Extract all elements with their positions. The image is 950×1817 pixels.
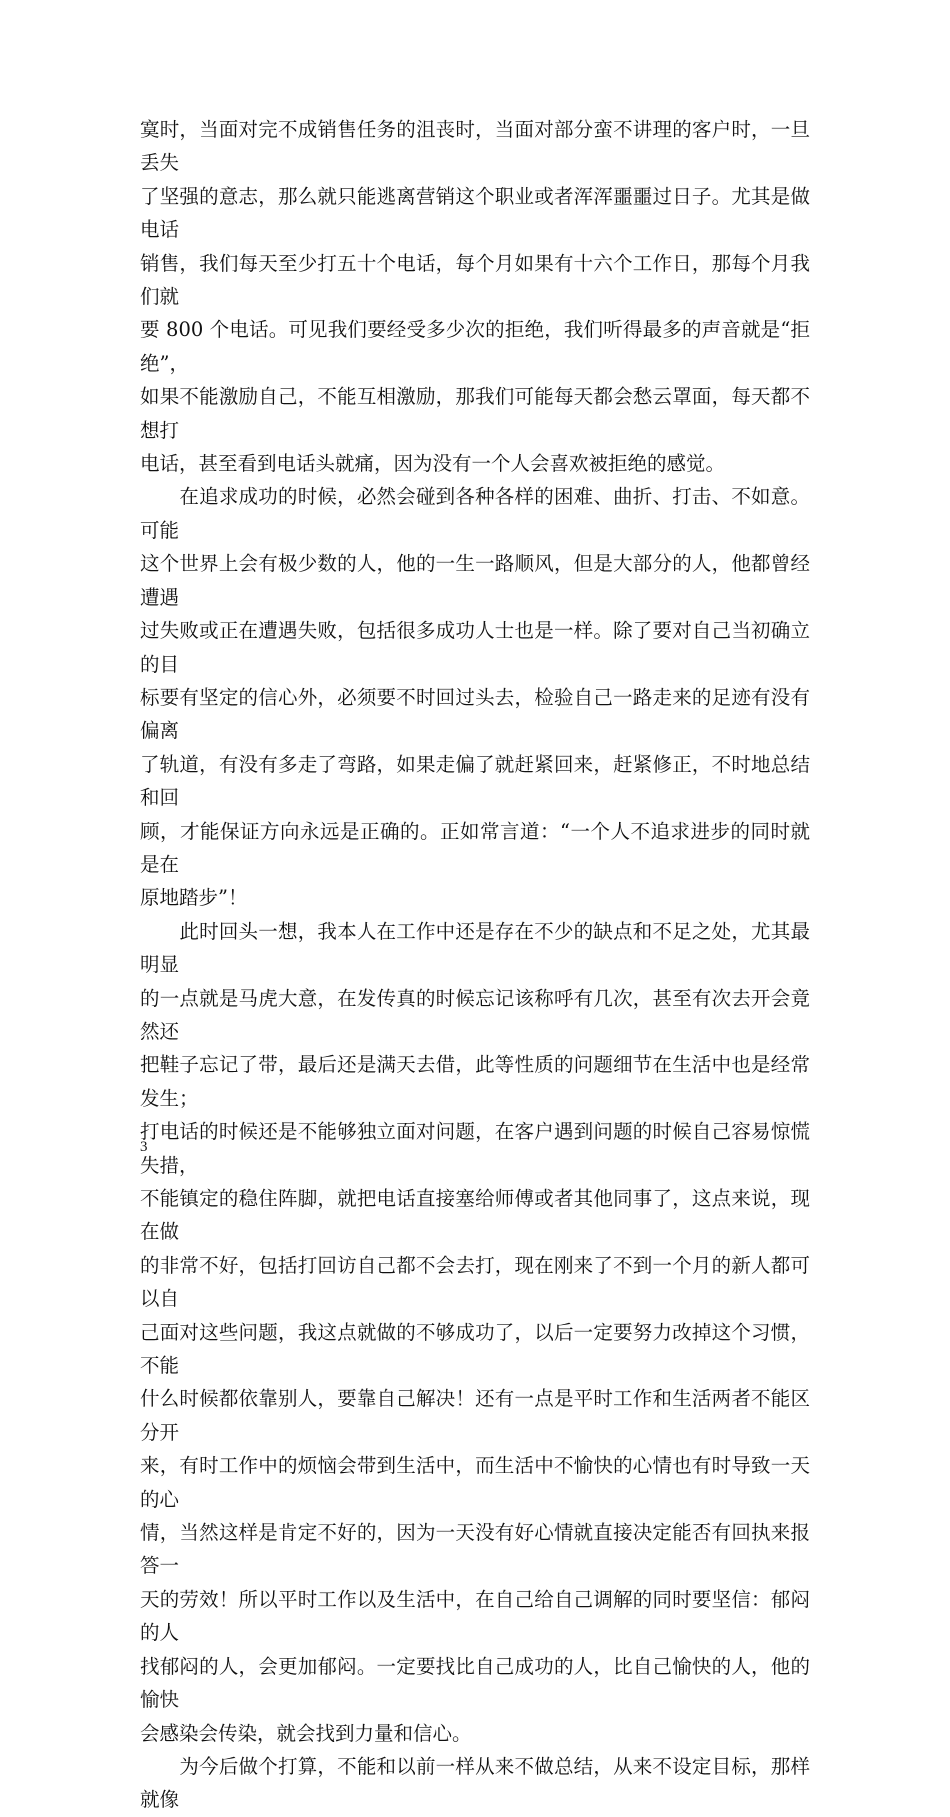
text-line: 电话，甚至看到电话头就痛，因为没有一个人会喜欢被拒绝的感觉。 bbox=[140, 452, 726, 476]
text-line: 要 800 个电话。可见我们要经受多少次的拒绝，我们听得最多的声音就是“拒绝”， bbox=[140, 318, 810, 375]
text-line: 不能镇定的稳住阵脚，就把电话直接塞给师傅或者其他同事了，这点来说，现在做 bbox=[140, 1187, 810, 1244]
text-line: 己面对这些问题，我这点就做的不够成功了，以后一定要努力改掉这个习惯，不能 bbox=[140, 1320, 810, 1378]
text-line: 寞时，当面对完不成销售任务的沮丧时，当面对部分蛮不讲理的客户时，一旦丢失 bbox=[140, 118, 810, 175]
text-line: 了坚强的意志，那么就只能逃离营销这个职业或者浑浑噩噩过日子。尤其是做电话 bbox=[140, 184, 810, 242]
text-line: 在追求成功的时候，必然会碰到各种各样的困难、曲折、打击、不如意。可能 bbox=[140, 485, 810, 542]
text-line: 过失败或正在遭遇失败，包括很多成功人士也是一样。除了要对自己当初确立的目 bbox=[140, 619, 810, 676]
text-line: 的一点就是马虎大意，在发传真的时候忘记该称呼有几次，甚至有次去开会竟然还 bbox=[140, 986, 810, 1043]
text-line: 如果不能激励自己，不能互相激励，那我们可能每天都会愁云罩面，每天都不想打 bbox=[140, 385, 810, 442]
text-line: 打电话的时候还是不能够独立面对问题，在客户遇到问题的时候自己容易惊慌失措， bbox=[140, 1120, 810, 1177]
text-line: 了轨道，有没有多走了弯路，如果走偏了就赶紧回来，赶紧修正，不时地总结和回 bbox=[140, 752, 810, 810]
text-line: 此时回头一想，我本人在工作中还是存在不少的缺点和不足之处，尤其最明显 bbox=[140, 919, 810, 977]
document-body bbox=[140, 113, 810, 1817]
text-line: 的非常不好，包括打回访自己都不会去打，现在刚来了不到一个月的新人都可以自 bbox=[140, 1253, 810, 1311]
text-line: 会感染会传染，就会找到力量和信心。 bbox=[140, 1721, 472, 1745]
text-line: 把鞋子忘记了带，最后还是满天去借，此等性质的问题细节在生活中也是经常发生； bbox=[140, 1053, 810, 1110]
text-line: 销售，我们每天至少打五十个电话，每个月如果有十六个工作日，那每个月我们就 bbox=[140, 251, 810, 309]
text-line: 什么时候都依靠别人，要靠自己解决！还有一点是平时工作和生活两者不能区分开 bbox=[140, 1387, 810, 1444]
text-line: 标要有坚定的信心外，必须要不时回过头去，检验自己一路走来的足迹有没有偏离 bbox=[140, 685, 810, 743]
page-number: 3 bbox=[140, 1139, 148, 1155]
text-line: 天的劳效！所以平时工作以及生活中，在自己给自己调解的同时要坚信：郁闷的人 bbox=[140, 1587, 810, 1645]
text-line: 情，当然这样是肯定不好的，因为一天没有好心情就直接决定能否有回执来报答一 bbox=[140, 1521, 810, 1578]
text-line: 原地踏步”！ bbox=[140, 886, 248, 910]
text-line: 顾，才能保证方向永远是正确的。正如常言道：“一个人不追求进步的同时就是在 bbox=[140, 819, 810, 876]
text-line: 这个世界上会有极少数的人，他的一生一路顺风，但是大部分的人，他都曾经遭遇 bbox=[140, 552, 810, 609]
text-line: 为今后做个打算，不能和以前一样从来不做总结，从来不设定目标，那样就像 bbox=[140, 1754, 810, 1812]
text-line: 找郁闷的人，会更加郁闷。一定要找比自己成功的人，比自己愉快的人，他的愉快 bbox=[140, 1654, 810, 1712]
text-line: 来，有时工作中的烦恼会带到生活中，而生活中不愉快的心情也有时导致一天的心 bbox=[140, 1454, 810, 1511]
